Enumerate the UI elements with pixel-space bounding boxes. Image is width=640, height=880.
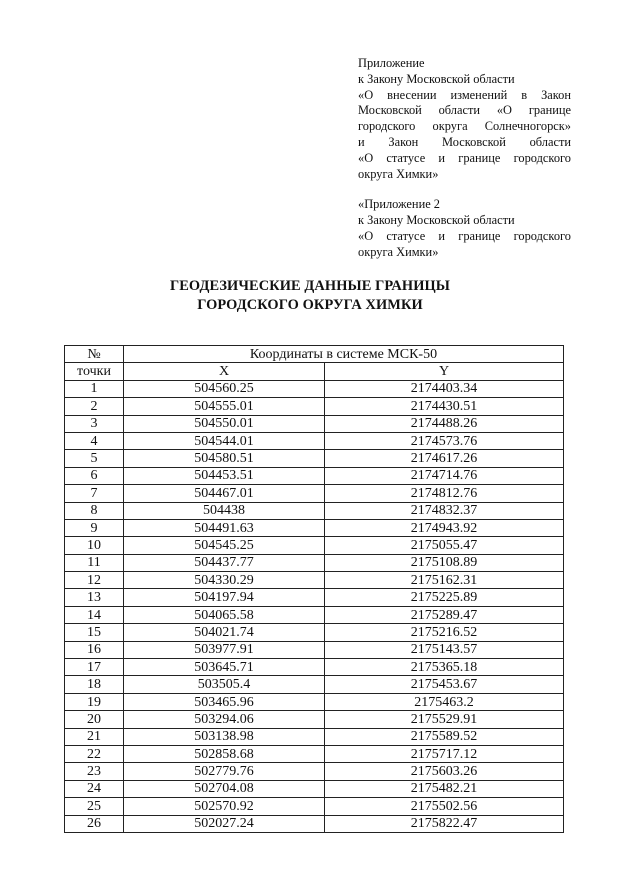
- title-line-2: ГОРОДСКОГО ОКРУГА ХИМКИ: [197, 297, 423, 313]
- point-number: 24: [65, 780, 124, 797]
- table-row: [65, 780, 564, 797]
- appendix-line: к Закону Московской области: [358, 71, 515, 86]
- table-row: [65, 554, 564, 571]
- coord-x: 503465.96: [124, 693, 325, 710]
- point-number: 22: [65, 745, 124, 762]
- point-number: 6: [65, 467, 124, 484]
- coord-y: 2174573.76: [325, 432, 564, 449]
- appendix-line: городского округа Солнечногорск»: [358, 119, 571, 134]
- table-row: [65, 711, 564, 728]
- point-number: 26: [65, 815, 124, 832]
- appendix-line: «О внесении изменений в Закон: [358, 87, 571, 102]
- table-row: [65, 467, 564, 484]
- point-number: 18: [65, 676, 124, 693]
- coord-x: 504580.51: [124, 450, 325, 467]
- coord-y: 2174943.92: [325, 519, 564, 536]
- coord-x: 503977.91: [124, 641, 325, 658]
- point-number: 2: [65, 398, 124, 415]
- table-row: [65, 398, 564, 415]
- title-line-1: ГЕОДЕЗИЧЕСКИЕ ДАННЫЕ ГРАНИЦЫ: [169, 278, 451, 294]
- coord-x: 504555.01: [124, 398, 325, 415]
- table-row: [65, 745, 564, 762]
- coord-x: 504065.58: [124, 606, 325, 623]
- table-row: [65, 815, 564, 832]
- appendix-line: «О статусе и границе городского: [358, 150, 571, 165]
- coord-y: 2175289.47: [325, 606, 564, 623]
- header-number: №: [65, 346, 124, 363]
- coord-x: 502779.76: [124, 763, 325, 780]
- coord-y: 2175216.52: [325, 624, 564, 641]
- point-number: 23: [65, 763, 124, 780]
- coord-x: 504021.74: [124, 624, 325, 641]
- coord-y: 2175453.67: [325, 676, 564, 693]
- appendix-line: округа Химки»: [358, 166, 439, 181]
- table-row: [65, 606, 564, 623]
- point-number: 4: [65, 432, 124, 449]
- coord-y: 2175108.89: [325, 554, 564, 571]
- coord-x: 504545.25: [124, 537, 325, 554]
- appendix-2-line: округа Химки»: [358, 244, 439, 259]
- coord-x: 504560.25: [124, 380, 325, 397]
- coord-y: 2175529.91: [325, 711, 564, 728]
- coord-x: 503505.4: [124, 676, 325, 693]
- appendix-line: и Закон Московской области: [358, 134, 571, 149]
- coord-x: 504467.01: [124, 485, 325, 502]
- point-number: 15: [65, 624, 124, 641]
- point-number: 11: [65, 554, 124, 571]
- point-number: 3: [65, 415, 124, 432]
- coord-x: 503294.06: [124, 711, 325, 728]
- coord-x: 502570.92: [124, 798, 325, 815]
- coordinates-table: [64, 345, 564, 833]
- table-row: [65, 641, 564, 658]
- coord-x: 504438: [124, 502, 325, 519]
- table-row: [65, 415, 564, 432]
- point-number: 10: [65, 537, 124, 554]
- coord-y: 2174812.76: [325, 485, 564, 502]
- header-y: Y: [325, 363, 564, 380]
- coord-x: 504330.29: [124, 572, 325, 589]
- point-number: 25: [65, 798, 124, 815]
- point-number: 17: [65, 659, 124, 676]
- table-header-row: [65, 346, 564, 363]
- point-number: 1: [65, 380, 124, 397]
- coord-x: 503645.71: [124, 659, 325, 676]
- point-number: 8: [65, 502, 124, 519]
- table-row: [65, 432, 564, 449]
- coord-y: 2174714.76: [325, 467, 564, 484]
- coord-y: 2174403.34: [325, 380, 564, 397]
- table-row: [65, 519, 564, 536]
- coord-x: 502704.08: [124, 780, 325, 797]
- table-row: [65, 763, 564, 780]
- point-number: 9: [65, 519, 124, 536]
- coord-x: 502027.24: [124, 815, 325, 832]
- point-number: 14: [65, 606, 124, 623]
- table-row: [65, 572, 564, 589]
- coord-x: 504437.77: [124, 554, 325, 571]
- coord-y: 2174488.26: [325, 415, 564, 432]
- point-number: 20: [65, 711, 124, 728]
- coord-y: 2174617.26: [325, 450, 564, 467]
- page-title: [100, 277, 520, 315]
- table-row: [65, 502, 564, 519]
- coord-y: 2175502.56: [325, 798, 564, 815]
- point-number: 12: [65, 572, 124, 589]
- table-row: [65, 676, 564, 693]
- coord-y: 2175589.52: [325, 728, 564, 745]
- coord-x: 504544.01: [124, 432, 325, 449]
- point-number: 16: [65, 641, 124, 658]
- coord-y: 2174832.37: [325, 502, 564, 519]
- coord-y: 2175225.89: [325, 589, 564, 606]
- coord-x: 504550.01: [124, 415, 325, 432]
- table-subheader-row: [65, 363, 564, 380]
- table-row: [65, 380, 564, 397]
- table-row: [65, 693, 564, 710]
- point-number: 13: [65, 589, 124, 606]
- coord-y: 2175365.18: [325, 659, 564, 676]
- table-row: [65, 624, 564, 641]
- appendix-2-line: «Приложение 2: [358, 197, 440, 212]
- table-row: [65, 537, 564, 554]
- table-row: [65, 798, 564, 815]
- coord-y: 2175603.26: [325, 763, 564, 780]
- appendix-line: Московской области «О границе: [358, 103, 571, 118]
- coord-y: 2175463.2: [325, 693, 564, 710]
- point-number: 21: [65, 728, 124, 745]
- coord-y: 2175055.47: [325, 537, 564, 554]
- header-x: X: [124, 363, 325, 380]
- coord-y: 2175162.31: [325, 572, 564, 589]
- appendix-2-line: «О статусе и границе городского: [358, 228, 571, 243]
- point-number: 19: [65, 693, 124, 710]
- appendix-line: Приложение: [358, 56, 425, 70]
- coord-x: 504491.63: [124, 519, 325, 536]
- appendix-2-line: к Закону Московской области: [358, 213, 515, 228]
- coord-y: 2175717.12: [325, 745, 564, 762]
- coord-y: 2174430.51: [325, 398, 564, 415]
- coord-x: 504197.94: [124, 589, 325, 606]
- table-row: [65, 589, 564, 606]
- coord-x: 503138.98: [124, 728, 325, 745]
- point-number: 7: [65, 485, 124, 502]
- coord-y: 2175822.47: [325, 815, 564, 832]
- point-number: 5: [65, 450, 124, 467]
- table-row: [65, 659, 564, 676]
- table-row: [65, 450, 564, 467]
- coord-x: 504453.51: [124, 467, 325, 484]
- header-coordinates: Координаты в системе МСК-50: [124, 346, 564, 363]
- appendix-note: [358, 56, 571, 261]
- coord-y: 2175143.57: [325, 641, 564, 658]
- coord-y: 2175482.21: [325, 780, 564, 797]
- header-point: точки: [65, 363, 124, 380]
- coord-x: 502858.68: [124, 745, 325, 762]
- table-row: [65, 485, 564, 502]
- table-row: [65, 728, 564, 745]
